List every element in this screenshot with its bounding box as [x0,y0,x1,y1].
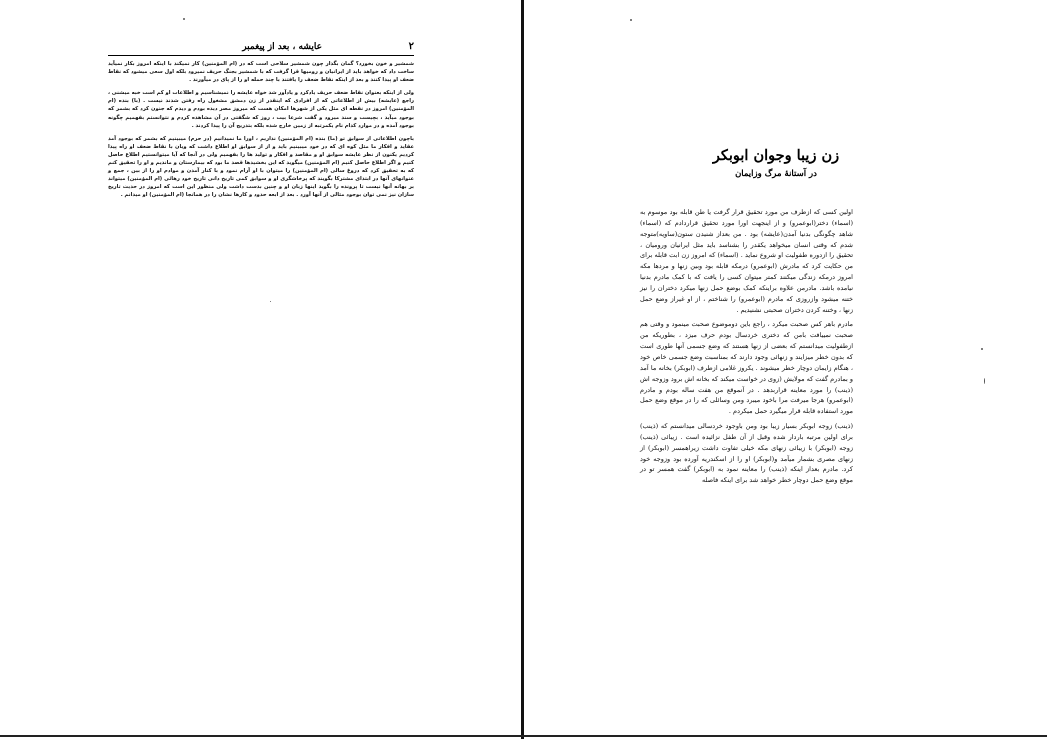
scan-speck [270,301,271,302]
scan-speck [183,18,185,20]
chapter-subtitle: در آستانهٔ مرگ وزایمان [735,169,817,179]
page-number: ۲ [408,41,414,52]
left-paragraph: شمشیر و خون بخورد؟ گمان بگذار چون شمشیر سلاحی است که در (ام المؤمنین) کار نمیکند با اینکه امروز بکار نمیآید ساخت داد که خواهد باید از ایرانیان و رومیها قرا گرفت که با شمشیر بجنگ حریف نمیرود بلکه اول سعی میشود که نقاط ضعف او پیدا کنند و بعد از اینکه نقاط ضعف را یافتند با چند حمله او را از پای در میآورند . [108,61,414,84]
chapter-title: زن زیبا وجوان ابوبکر [712,147,840,164]
scan-speck [984,378,985,384]
page-gutter [521,0,524,739]
right-paragraph: اولین کسی که ازطرف من مورد تحقیق قرار گرفت یا طن قابله بود موسوم به (اسماء) دختر(ابوعمرو) و از اینجهت اورا مورد تحقیق قراردادم که (اسماء) شاهد چگونگی بدنیا آمدن(عایشه) بود . من بعداز شنیدن ستون(ساویه)متوجه شدم که وقتی انسان میخواهد یکقدر را بشناسد باید مثل ایرانیان ورومیان ، تحقیق را ازدوره طفولیت او شروع نماید . (اسماء) که امروز زن ابت قابله برای من حکایت کرد که مادرش (ابوعمرو) درمکه قابله بود وبین زنها و مردها مکه امروز درمکه زندگی میکنند کمتر میتوان کسی را یافت که با کمک مادرم بدنیا نیامده باشد. مادرمن علاوه براینکه کمک بوضع حمل زنها میکرد دختران را نیز ختنه میشود وازروزی که مادرم (ابوعمرو) را شناختم ، از او غیراز وضع حمل زنها ، وختنه کردن دختران صحبتی نشنیدیم . [640,208,853,314]
running-title: عایشه ، بعد از پیغمبر [242,42,322,52]
header-rule [108,55,414,56]
left-page-body [108,60,414,205]
right-paragraph: (ذینب) زوجه ابوبکر بسیار زیبا بود ومن باوجود خردسالی میدانستم که (ذینب) برای اولین مرتبه باردار شده وقبل از آن طفل نزائیده است . زیبائی (ذینب) زوجه (ابوبکر) با زیبائی زنهای مکه خیلی تفاوت داشت زیراهمسر (ابوبکر) از زنهای مصری بشمار میآمد و(ابوبکر) او را از اسکندریه آورده بود وزوجه خود کرد. مادرم بعداز اینکه (ذینب) را معاینه نمود به (ابوبکر) گفت همسر تو در موقع وضع حمل دوچار خطر خواهد شد برای اینکه فاصله [640,422,853,485]
right-paragraph: مادرم باهر کس صحبت میکرد ، راجع باین دوموضوع صحبت مینمود و وقتی هم صحبت نمییافت بامن که دختری خردسال بودم حرف میزد ، بطوریکه من ازطفولیت میدانستم که بعضی از زنها هستند که وضع جسمی آنها طوری است که بدون خطر میزایند و زنهائی وجود دارند که بمناسبت وضع جسمی خاص خود ، هنگام زایمان دوچار خطر میشوند . یکروز غلامی ازطرف (ابوبکر) بخانه ما آمد و بمادرم گفت که مولایش (زوی در خواست میکند که بخانه اش برود وزوجه اش (ذینب) را مورد معاینه قراربدهد . در آنموقع من هفت ساله بودم و مادرم (ابوعمرو) هرجا میرفت مرا باخود میبرد ومن وسائلی که را در موقع وضع حمل مورد استفاده قابله قرار میگیرد حمل میکردم . [640,320,853,416]
scan-speck [630,19,632,21]
left-paragraph: ولی از اینکه بعنوان نقاط ضعف حریف یادکرد و یادآور شد خواه عایشه را نمیشناسیم و اطلاعات او کم است خبه میشنی ، راجع (عایشه) بیش از اطلاعاتی که از افرادی که اینقدر از زن دمشق مشغول راه رفتن شدند نیست . (با) بنده (ام المؤمنین) امروز در نقطه ای مثل یکی از شهرها امکان هست که میروز مصر دیده بودم و دیدم که جنون کرد که بشمر که بوجود میآید ، بچیست و سند میرود و گفت شرعا بیت ، روز که شگفتی در آن مشاهده کردم و نتوانستم بفهمیم چگونه بوجود آمده و در موارد کدام نام یکمرتبه از زمین خارج شده بلکه بتدریج آن را پیدا کردند . [108,90,414,129]
bottom-edge [0,735,1047,737]
right-page-body [640,207,853,490]
scan-speck [981,348,983,350]
running-header [108,41,414,55]
left-paragraph: باچون اطلاعاتی از سوابق تو (ما) بنده (ام المؤمنین) نداریم ، اورا ما نمیدانیم (در حرم) میبینیم که بشمر که بوجود آمد عقاید و افکار ما مثل کوه ای که در خود میبینیم باید و از از سوابق او اطلاع داشت که ویان با نقاط ضعف او راه پیدا کردیم یکنون از نظر عایشه سوابق او و مقاصد و افکار و تولید ها را بفهمیم ولی در آنجا که آیا میتوانستیم اطلاع حاصل کنیم و اگر اطلاع حاصل کنیم (ام المؤمنین) میگوید که این بخشیدها قصد ما بود که بیمارستان و ماندیم و او را تحقیق کنم که به تحقیق کرد که دروغ سالی (ام المؤمنین) را میتوان با او آرام نمود و با کنار آمدن و موادم او را از بین ، جمع و عنوانهای آنها در ابتدای مشترکا بگویند که پرخاشگری او و سوابق کمی تاریخ دانی تاریخ خود رهائی (ام المؤمنین) میتواند بر بهانه آنها نیست تا پرونده را بگوید اینها زبان او و چنین بدست داشت ولی منظور این است که امروز در حدیث تاریخ سازان نیز نمی توان بوجود مثالی از آنها آورد . بعد از ابعه حدود و کارها نشان را در همانجا (ام المؤمنین) او میدانم . [108,135,414,199]
